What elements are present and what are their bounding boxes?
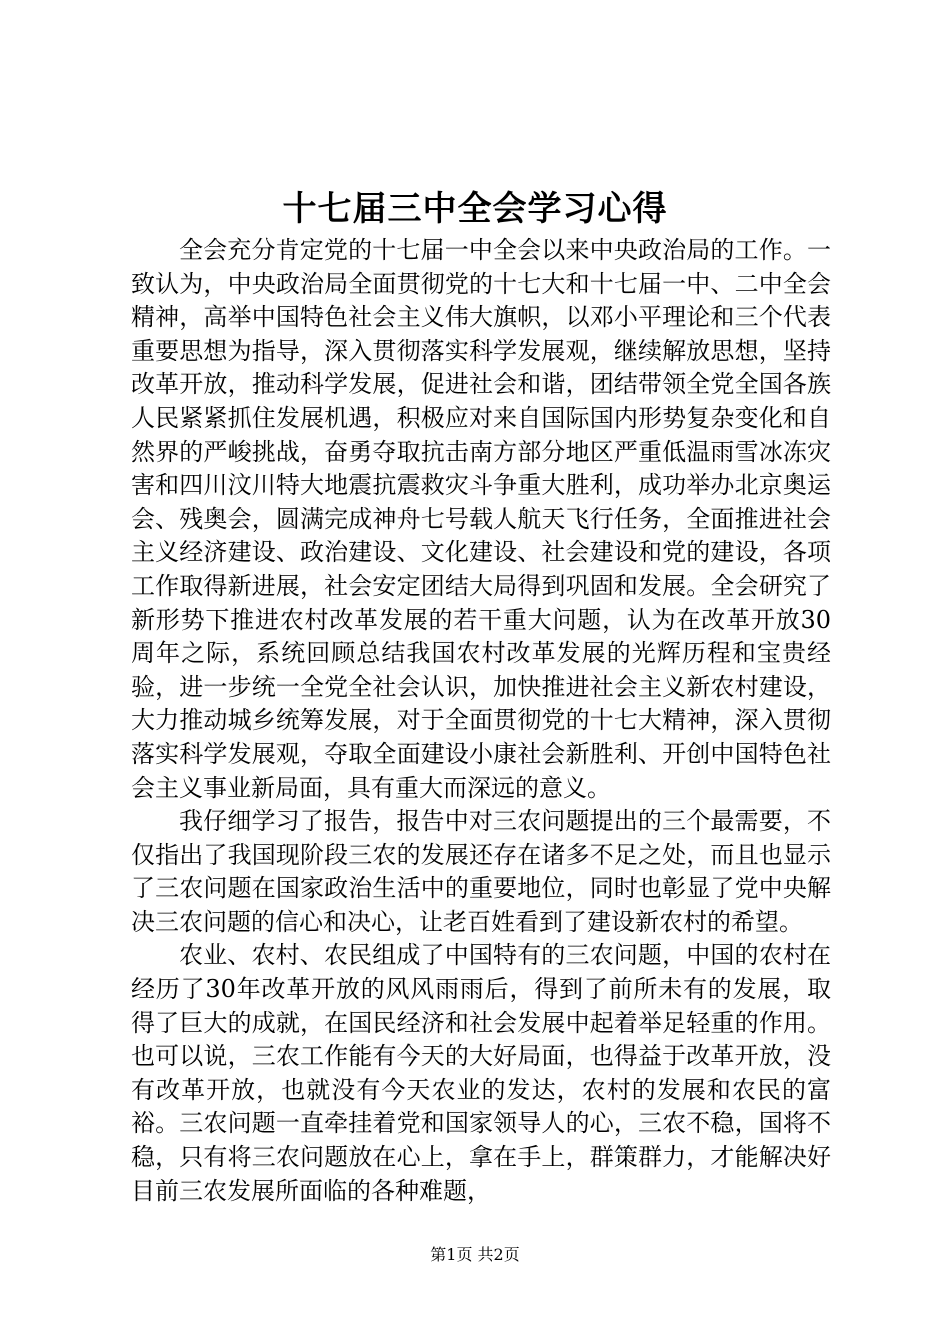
paragraph-2: 我仔细学习了报告，报告中对三农问题提出的三个最需要，不仅指出了我国现阶段三农的发展还存在诸多不足之处，而且也显示了三农问题在国家政治生活中的重要地位，同时也彰显了党中央解决三农问题的信心和决心，让老百姓看到了建设新农村的希望。: [131, 807, 831, 936]
page-number-footer: 第1页 共2页: [430, 1245, 520, 1264]
paragraph-3: 农业、农村、农民组成了中国特有的三农问题，中国的农村在经历了30年改革开放的风风雨雨后，得到了前所未有的发展，取得了巨大的成就，在国民经济和社会发展中起着举足轻重的作用。也可以说，三农工作能有今天的大好局面，也得益于改革开放，没有改革开放，也就没有今天农业的发达，农村的发展和农民的富裕。三农问题一直牵挂着党和国家领导人的心，三农不稳，国将不稳，只有将三农问题放在心上，拿在手上，群策群力，才能解决好目前三农发展所面临的各种难题，: [131, 941, 831, 1205]
document-body: [131, 234, 831, 1208]
paragraph-1: 全会充分肯定党的十七届一中全会以来中央政治局的工作。一致认为，中央政治局全面贯彻党的十七大和十七届一中、二中全会精神，高举中国特色社会主义伟大旗帜，以邓小平理论和三个代表重要思想为指导，深入贯彻落实科学发展观，继续解放思想，坚持改革开放，推动科学发展，促进社会和谐，团结带领全党全国各族人民紧紧抓住发展机遇，积极应对来自国际国内形势复杂变化和自然界的严峻挑战，奋勇夺取抗击南方部分地区严重低温雨雪冰冻灾害和四川汶川特大地震抗震救灾斗争重大胜利，成功举办北京奥运会、残奥会，圆满完成神舟七号载人航天飞行任务，全面推进社会主义经济建设、政治建设、文化建设、社会建设和党的建设，各项工作取得新进展，社会安定团结大局得到巩固和发展。全会研究了新形势下推进农村改革发展的若干重大问题，认为在改革开放30周年之际，系统回顾总结我国农村改革发展的光辉历程和宝贵经验，进一步统一全党全社会认识，加快推进社会主义新农村建设，大力推动城乡统筹发展，对于全面贯彻党的十七大精神，深入贯彻落实科学发展观，夺取全面建设小康社会新胜利、开创中国特色社会主义事业新局面，具有重大而深远的意义。: [131, 236, 831, 802]
document-title: 十七届三中全会学习心得: [282, 189, 668, 229]
